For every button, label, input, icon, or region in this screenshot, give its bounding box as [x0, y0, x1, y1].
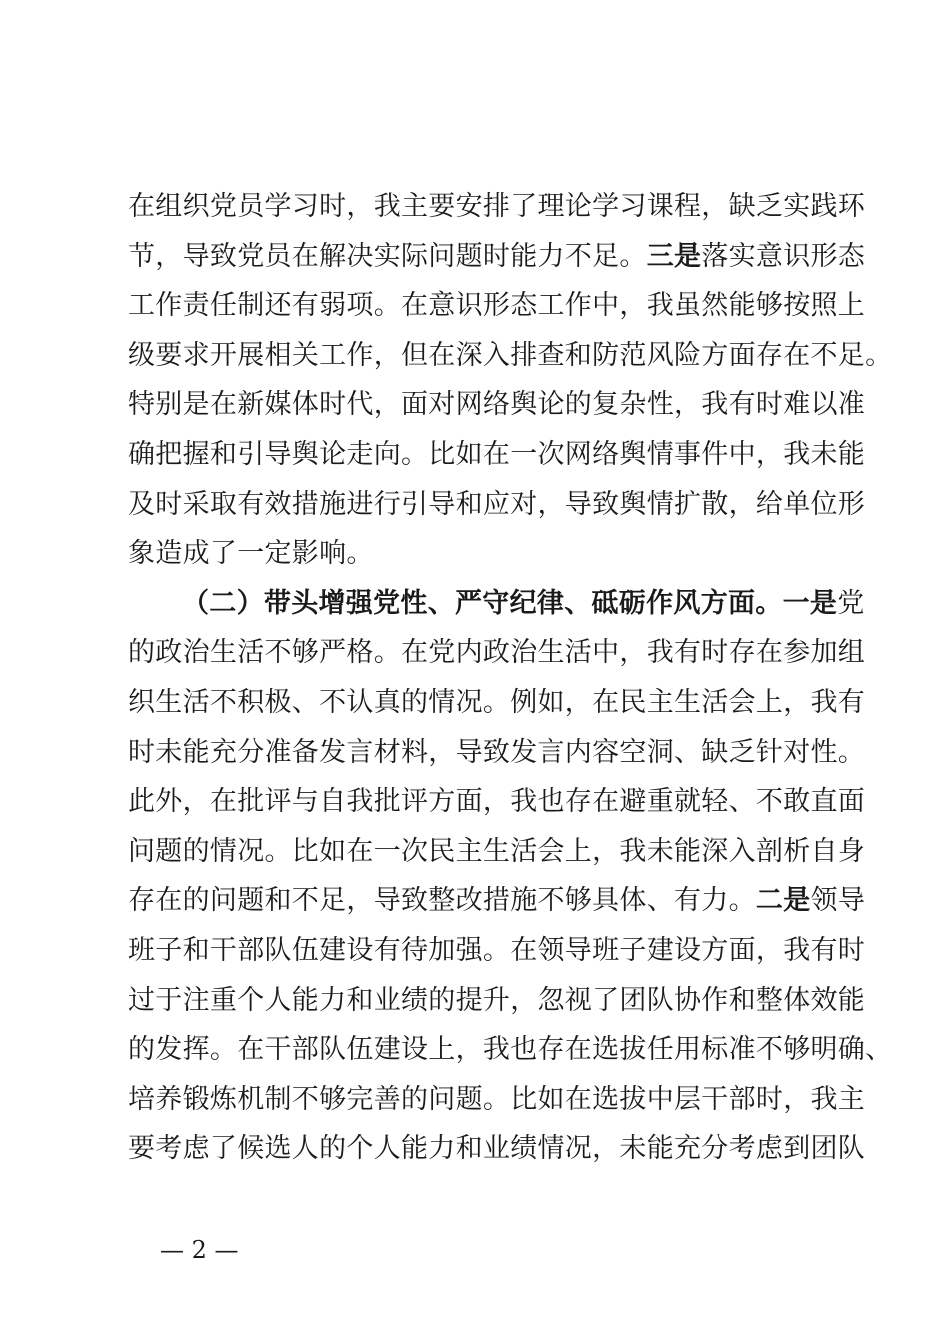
text-segment: 存在的问题和不足，导致整改措施不够具体、有力。	[128, 885, 756, 917]
text-line	[128, 628, 866, 678]
text-line	[128, 827, 866, 877]
text-segment: 过于注重个人能力和业绩的提升，忽视了团队协作和整体效能	[128, 984, 866, 1016]
bold-text-segment: 三是	[646, 240, 702, 272]
text-line	[128, 281, 866, 331]
text-segment: 要考虑了候选人的个人能力和业绩情况，未能充分考虑到团队	[128, 1133, 866, 1165]
text-segment: 织生活不积极、不认真的情况。例如，在民主生活会上，我有	[128, 686, 866, 718]
text-segment: 此外，在批评与自我批评方面，我也存在避重就轻、不敢直面	[128, 786, 866, 818]
text-segment: 及时采取有效措施进行引导和应对，导致舆情扩散，给单位形	[128, 488, 866, 520]
bold-text-segment: （二）带头增强党性、严守纪律、砥砺作风方面。	[182, 587, 783, 619]
text-segment: 象造成了一定影响。	[128, 538, 374, 570]
text-line	[128, 1025, 893, 1075]
text-line	[128, 331, 893, 381]
text-segment: 确把握和引导舆论走向。比如在一次网络舆情事件中，我未能	[128, 438, 866, 470]
text-segment: 培养锻炼机制不够完善的问题。比如在选拔中层干部时，我主	[128, 1083, 866, 1115]
text-segment: 节，导致党员在解决实际问题时能力不足。	[128, 240, 647, 272]
text-line	[128, 480, 866, 530]
page-number: — 2 —	[160, 1236, 239, 1264]
text-line	[128, 876, 866, 926]
text-segment: 领导	[810, 885, 866, 917]
text-segment: 班子和干部队伍建设有待加强。在领导班子建设方面，我有时	[128, 934, 866, 966]
bold-text-segment: 二是	[755, 885, 811, 917]
text-segment: 在组织党员学习时，我主要安排了理论学习课程，缺乏实践环	[128, 191, 866, 222]
text-segment: 级要求开展相关工作，但在深入排查和防范风险方面存在不足。	[128, 339, 893, 371]
text-line	[128, 579, 865, 629]
text-line	[128, 232, 866, 282]
text-segment: 的政治生活不够严格。在党内政治生活中，我有时存在参加组	[128, 637, 866, 669]
text-line	[128, 380, 866, 430]
text-line	[128, 182, 866, 232]
text-line	[128, 926, 866, 976]
text-line	[128, 728, 866, 778]
text-line	[128, 976, 866, 1026]
text-line	[128, 678, 866, 728]
text-line	[128, 529, 848, 579]
text-segment: 工作责任制还有弱项。在意识形态工作中，我虽然能够按照上	[128, 290, 866, 322]
text-segment: 的发挥。在干部队伍建设上，我也存在选拔任用标准不够明确、	[128, 1034, 893, 1066]
text-line	[128, 430, 866, 480]
text-line	[128, 1075, 866, 1125]
text-segment: 党	[837, 587, 865, 619]
text-line	[128, 777, 866, 827]
text-segment: 特别是在新媒体时代，面对网络舆论的复杂性，我有时难以准	[128, 389, 866, 421]
bold-text-segment: 一是	[782, 587, 838, 619]
body-text	[128, 182, 893, 1174]
text-line	[128, 1124, 866, 1174]
text-segment: 问题的情况。比如在一次民主生活会上，我未能深入剖析自身	[128, 835, 866, 867]
text-segment: 落实意识形态	[701, 240, 866, 272]
text-segment: 时未能充分准备发言材料，导致发言内容空洞、缺乏针对性。	[128, 736, 866, 768]
